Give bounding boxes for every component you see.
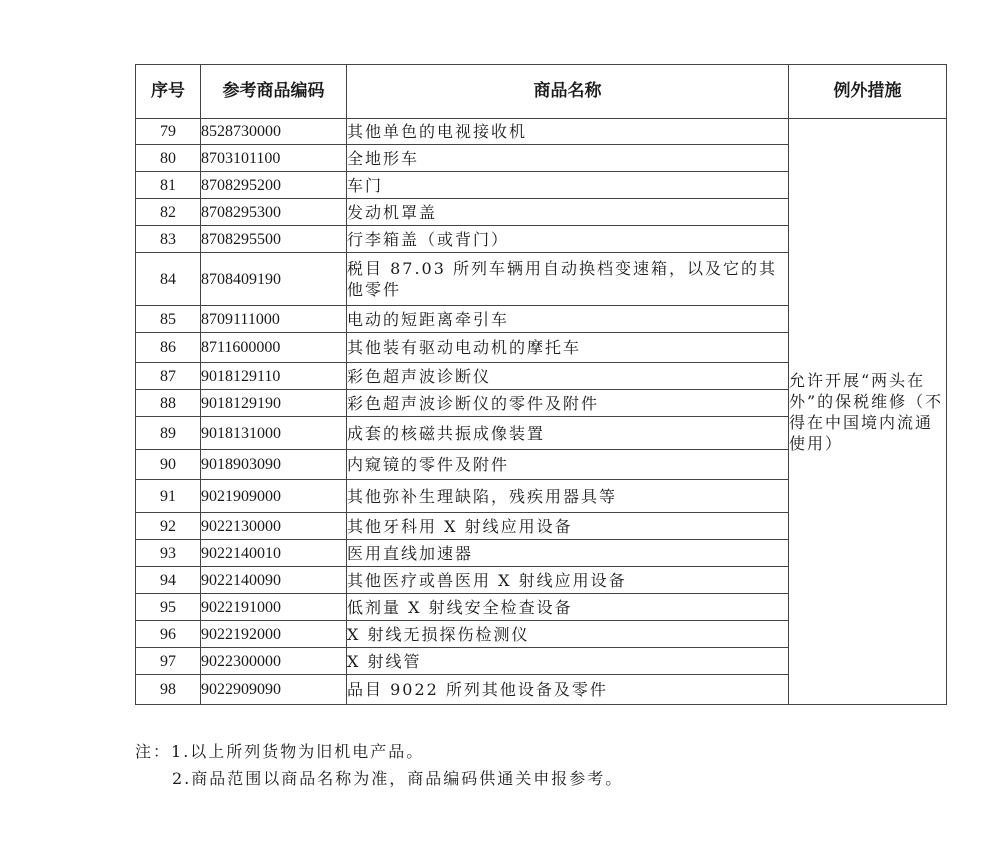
note-line-2 <box>135 765 623 792</box>
row-name: 电动的短距离牵引车 <box>347 306 789 333</box>
row-name: 其他弥补生理缺陷，残疾用器具等 <box>347 480 789 513</box>
header-measure: 例外措施 <box>789 65 947 119</box>
row-name: 医用直线加速器 <box>347 540 789 567</box>
row-name: 税目 87.03 所列车辆用自动换档变速箱，以及它的其他零件 <box>347 253 789 306</box>
row-code: 9018129190 <box>201 390 347 417</box>
row-name: 内窥镜的零件及附件 <box>347 450 789 480</box>
note-prefix: 注： <box>135 742 172 761</box>
row-seq: 92 <box>136 513 201 540</box>
row-seq: 98 <box>136 675 201 705</box>
goods-table <box>135 64 947 705</box>
row-seq: 94 <box>136 567 201 594</box>
row-code: 8711600000 <box>201 333 347 363</box>
row-code: 8709111000 <box>201 306 347 333</box>
row-seq: 83 <box>136 226 201 253</box>
row-name: 其他装有驱动电动机的摩托车 <box>347 333 789 363</box>
row-name: 低剂量 X 射线安全检查设备 <box>347 594 789 621</box>
row-name: 行李箱盖（或背门） <box>347 226 789 253</box>
table-body <box>136 119 947 705</box>
row-seq: 84 <box>136 253 201 306</box>
row-name: 其他牙科用 X 射线应用设备 <box>347 513 789 540</box>
row-code: 8528730000 <box>201 119 347 145</box>
row-seq: 81 <box>136 172 201 199</box>
row-seq: 85 <box>136 306 201 333</box>
exception-measure: 允许开展“两头在外”的保税维修（不得在中国境内流通使用） <box>789 119 947 705</box>
row-code: 9022192000 <box>201 621 347 648</box>
row-code: 8708409190 <box>201 253 347 306</box>
row-code: 9022140090 <box>201 567 347 594</box>
header-seq: 序号 <box>136 65 201 119</box>
row-code: 8708295300 <box>201 199 347 226</box>
row-name: X 射线无损探伤检测仪 <box>347 621 789 648</box>
row-name: 发动机罩盖 <box>347 199 789 226</box>
row-code: 9018129110 <box>201 363 347 390</box>
row-seq: 89 <box>136 417 201 450</box>
row-code: 9022909090 <box>201 675 347 705</box>
note-line-1 <box>135 738 623 765</box>
row-seq: 87 <box>136 363 201 390</box>
row-code: 9021909000 <box>201 480 347 513</box>
row-name: 车门 <box>347 172 789 199</box>
row-seq: 93 <box>136 540 201 567</box>
row-code: 9022300000 <box>201 648 347 675</box>
row-code: 9018131000 <box>201 417 347 450</box>
row-code: 8708295500 <box>201 226 347 253</box>
note-text-2: 2.商品范围以商品名称为准，商品编码供通关申报参考。 <box>172 769 624 788</box>
row-code: 8703101100 <box>201 145 347 172</box>
row-code: 9022191000 <box>201 594 347 621</box>
row-seq: 88 <box>136 390 201 417</box>
row-seq: 90 <box>136 450 201 480</box>
row-seq: 86 <box>136 333 201 363</box>
row-seq: 97 <box>136 648 201 675</box>
row-code: 9022140010 <box>201 540 347 567</box>
row-name: X 射线管 <box>347 648 789 675</box>
row-name: 全地形车 <box>347 145 789 172</box>
row-seq: 91 <box>136 480 201 513</box>
row-name: 品目 9022 所列其他设备及零件 <box>347 675 789 705</box>
header-name: 商品名称 <box>347 65 789 119</box>
row-name: 彩色超声波诊断仪 <box>347 363 789 390</box>
row-name: 成套的核磁共振成像装置 <box>347 417 789 450</box>
row-seq: 80 <box>136 145 201 172</box>
row-code: 9022130000 <box>201 513 347 540</box>
row-name: 其他医疗或兽医用 X 射线应用设备 <box>347 567 789 594</box>
row-name: 其他单色的电视接收机 <box>347 119 789 145</box>
table-header-row <box>136 65 947 119</box>
row-seq: 82 <box>136 199 201 226</box>
row-code: 9018903090 <box>201 450 347 480</box>
notes <box>135 738 623 792</box>
table-row <box>136 119 947 145</box>
row-seq: 95 <box>136 594 201 621</box>
note-text-1: 1.以上所列货物为旧机电产品。 <box>171 742 425 761</box>
row-seq: 96 <box>136 621 201 648</box>
row-seq: 79 <box>136 119 201 145</box>
row-code: 8708295200 <box>201 172 347 199</box>
header-code: 参考商品编码 <box>201 65 347 119</box>
row-name: 彩色超声波诊断仪的零件及附件 <box>347 390 789 417</box>
